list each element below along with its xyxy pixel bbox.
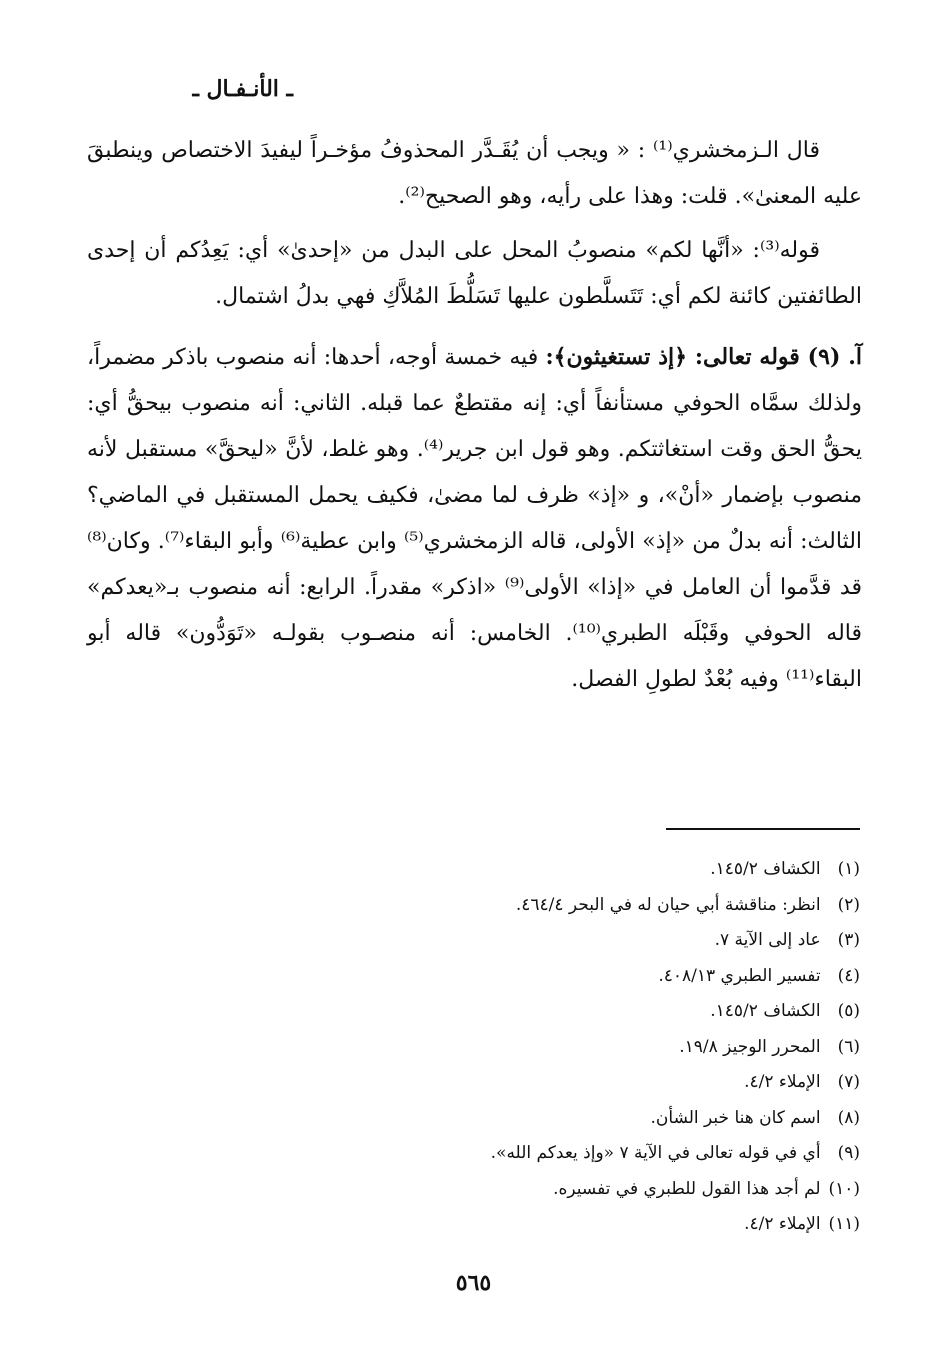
- footnote: [160, 1207, 860, 1243]
- footnote-text: الإملاء ٤/٢.: [744, 1214, 821, 1234]
- footnote: [160, 923, 860, 959]
- footnote-number: (٣): [837, 930, 860, 950]
- running-header: ـ الأنـفـال ـ: [192, 76, 293, 102]
- footnote-number: (١): [837, 859, 860, 879]
- footnote-text: اسم كان هنا خبر الشأن.: [650, 1107, 821, 1128]
- main-text: [87, 128, 862, 711]
- paragraph-3: [87, 334, 862, 703]
- footnote-number: (٦): [837, 1036, 860, 1057]
- footnote: [160, 959, 860, 995]
- footnote-text: عاد إلى الآية ٧.: [714, 930, 821, 950]
- verse-reference: آ. (٩) قوله تعالى: ﴿إذ تستغيثون﴾:: [545, 344, 863, 370]
- footnote-number: (١٠): [828, 1178, 860, 1199]
- footnote: [160, 888, 860, 924]
- footnote-number: (٥): [837, 1001, 860, 1021]
- paragraph-2: قوله⁽³⁾: «أنَّها لكم» منصوبُ المحل على البدل من «إحدىٰ» أي: يَعِدُكم أن إحدى الطائفتين كائنة لكم أي: تَتَسلَّطون عليها تَسَلُّطَ المُلاَّكِ فهي بدلُ اشتمال.: [87, 238, 862, 309]
- footnote-number: (٩): [837, 1143, 860, 1163]
- footnote: [160, 1101, 860, 1137]
- footnote-number: (١١): [828, 1214, 860, 1234]
- paragraph-1: قال الـزمخشري⁽¹⁾ : « ويجب أن يُقَـدَّر المحذوفُ مؤخـراً ليفيدَ الاختصاص وينطبقَ عليه المعنىٰ». قلت: وهذا على رأيه، وهو الصحيح⁽²⁾.: [87, 138, 862, 209]
- footnote-number: (٧): [837, 1072, 860, 1092]
- paragraph-3-text: فيه خمسة أوجه، أحدها: أنه منصوب باذكر مضمراً، ولذلك سمَّاه الحوفي مستأنفاً أي: إنه مقتطعٌ عما قبله. الثاني: أنه منصوب بيحقُّ أي: يحقُّ الحق وقت استغاثتكم. وهو قول ابن جرير⁽⁴⁾. وهو غلط، لأنَّ «ليحقَّ» مستقبل لأنه منصوب بإضمار «أنْ»، و «إذ» ظرف لما مضىٰ، فكيف يحمل المستقبل في الماضي؟ الثالث: أنه بدلٌ من «إذ» الأولى، قاله الزمخشري⁽⁵⁾ وابن عطية⁽⁶⁾ وأبو البقاء⁽⁷⁾. وكان⁽⁸⁾ قد قدَّموا أن العامل في «إذا» الأولى⁽⁹⁾ «اذكر» مقدراً. الرابع: أنه منصوب بـ«يعدكم» قاله الحوفي وقَبْلَه الطبري⁽¹⁰⁾. الخامس: أنه منصـوب بقولـه «تَوَدُّون» قاله أبو البقاء⁽¹¹⁾ وفيه بُعْدٌ لطولِ الفصل.: [87, 345, 863, 692]
- footnote: [160, 1136, 860, 1172]
- footnote-text: أي في قوله تعالى في الآية ٧ «وإذ يعدكم الله».: [490, 1143, 821, 1163]
- footnotes: [160, 852, 860, 1243]
- footnote-text: الكشاف ١٤٥/٢.: [710, 1001, 821, 1021]
- footnote-text: تفسير الطبري ٤٠٨/١٣.: [658, 965, 821, 986]
- footnote-number: (٤): [837, 965, 860, 986]
- footnote: [160, 1172, 860, 1208]
- footnote-text: لم أجد هذا القول للطبري في تفسيره.: [553, 1178, 821, 1199]
- footnote-text: انظر: مناقشة أبي حيان له في البحر ٤٦٤/٤.: [515, 894, 821, 915]
- footnote-text: الكشاف ١٤٥/٢.: [710, 859, 821, 879]
- footnote-number: (٨): [837, 1107, 860, 1128]
- footnote-number: (٢): [837, 894, 860, 915]
- footnote-text: الإملاء ٤/٢.: [744, 1072, 821, 1092]
- footnote-divider: [666, 828, 860, 830]
- footnote: [160, 994, 860, 1030]
- footnote: [160, 852, 860, 888]
- footnote: [160, 1030, 860, 1066]
- footnote: [160, 1065, 860, 1101]
- footnote-text: المحرر الوجيز ١٩/٨.: [679, 1036, 821, 1057]
- page-number: ٥٦٥: [455, 1270, 492, 1296]
